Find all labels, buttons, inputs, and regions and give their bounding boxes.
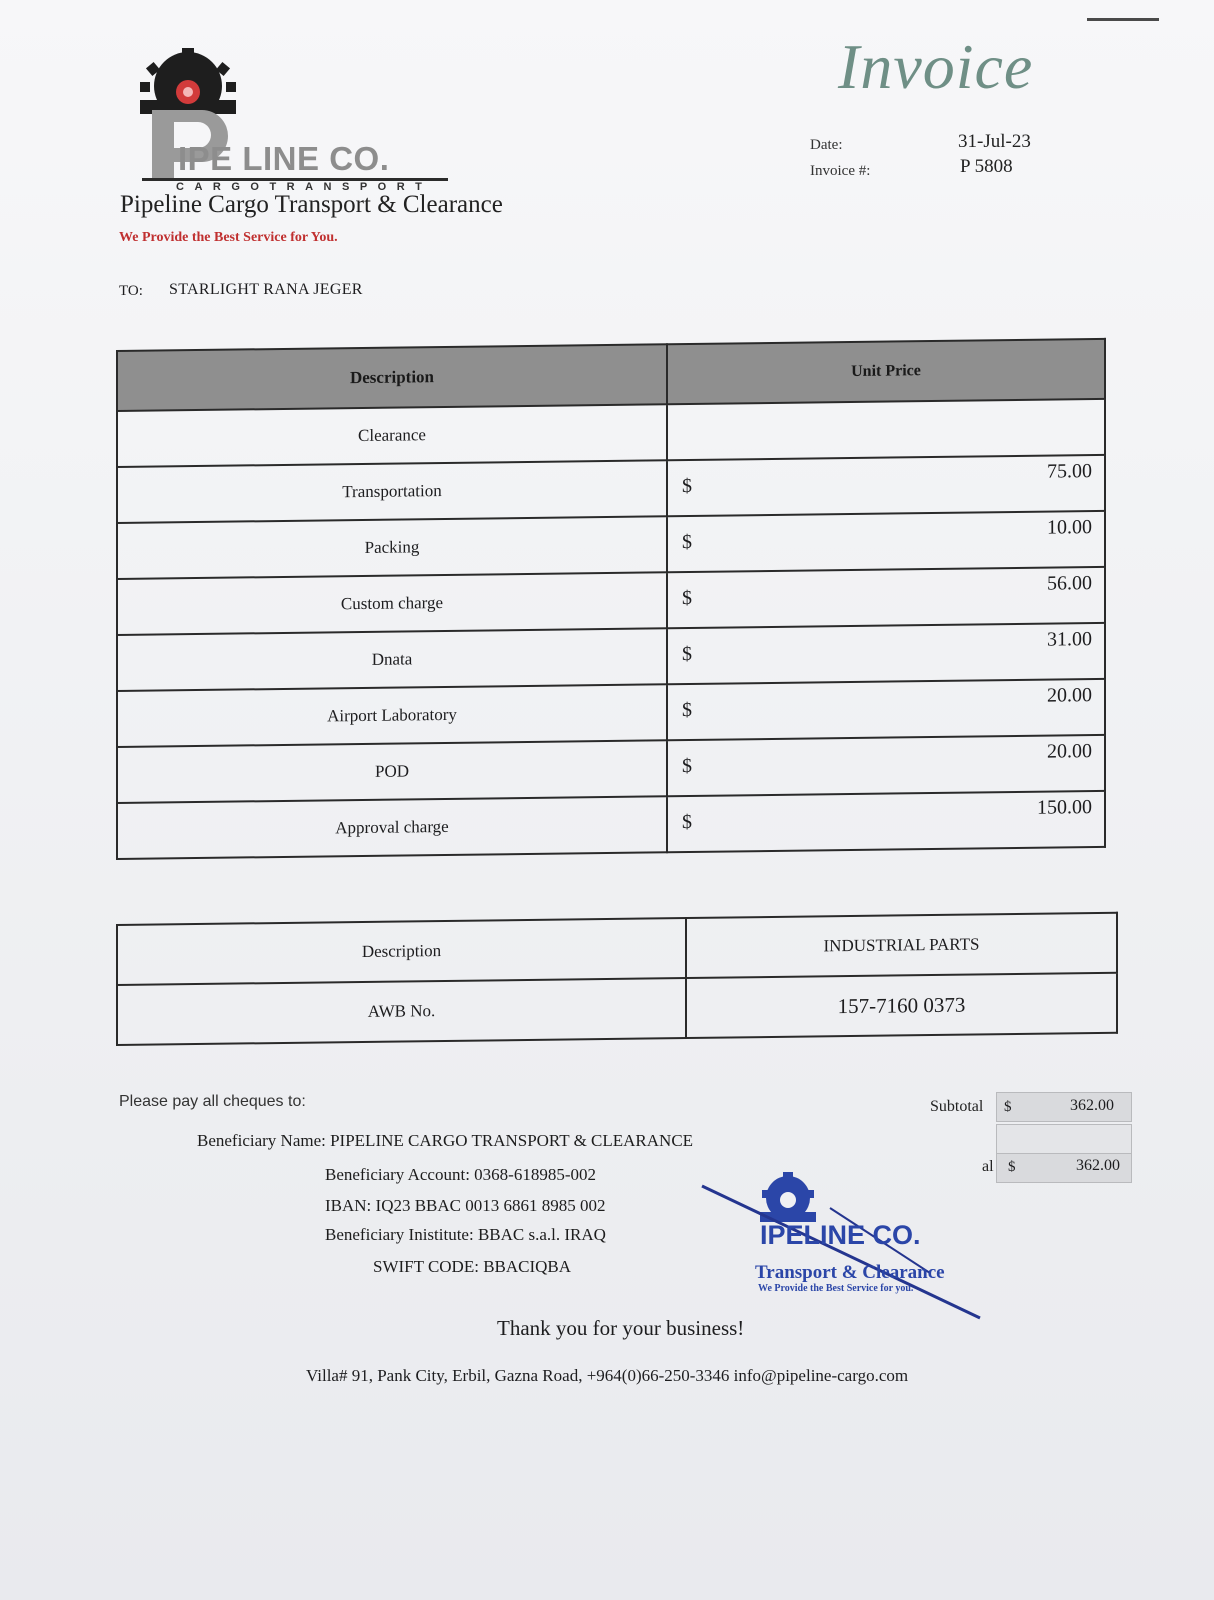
total-value: 362.00: [1076, 1157, 1120, 1174]
item-amount: 20.00: [1047, 740, 1092, 763]
beneficiary-institute: Beneficiary Inistitute: BBAC s.a.l. IRAQ: [325, 1225, 606, 1244]
item-price-cell: [667, 399, 1105, 460]
table-row: [117, 973, 1117, 1045]
invoice-number-value: P 5808: [960, 156, 1013, 177]
item-currency: $: [682, 474, 692, 498]
company-stamp: [700, 1168, 990, 1328]
recipient-name: STARLIGHT RANA JEGER: [169, 281, 363, 298]
header-unit-price: Unit Price: [667, 339, 1105, 404]
awb-value: 157-7160 0373: [686, 973, 1117, 1038]
item-description: POD: [117, 740, 667, 803]
item-description: Approval charge: [117, 796, 667, 859]
item-price-cell: [667, 511, 1105, 572]
stamp-tagline: We Provide the Best Service for you.: [758, 1283, 914, 1294]
item-description: Custom charge: [117, 572, 667, 635]
table-row: [117, 791, 1105, 859]
awb-label: AWB No.: [117, 978, 686, 1045]
stamp-title: Transport & Clearance: [755, 1262, 945, 1283]
date-label: Date:: [810, 137, 843, 153]
item-description: Clearance: [117, 404, 667, 467]
stamp-wordmark: IPELINE CO.: [760, 1220, 921, 1250]
company-logo: [138, 48, 468, 193]
shipment-description-value: INDUSTRIAL PARTS: [686, 913, 1117, 978]
header-description: Description: [117, 344, 667, 411]
subtotal-value: 362.00: [1070, 1097, 1114, 1114]
logo-subtitle: CARGOTRANSPORT: [176, 181, 433, 193]
item-price-cell: [667, 623, 1105, 684]
item-price-cell: [667, 791, 1105, 852]
item-amount: 31.00: [1047, 628, 1092, 651]
shipment-table: [116, 912, 1118, 1046]
item-currency: $: [682, 810, 692, 834]
item-price-cell: [667, 455, 1105, 516]
items-table: [116, 338, 1106, 860]
date-value: 31-Jul-23: [958, 131, 1031, 152]
item-amount: 10.00: [1047, 516, 1092, 539]
beneficiary-account: Beneficiary Account: 0368-618985-002: [325, 1165, 596, 1184]
beneficiary-name: Beneficiary Name: PIPELINE CARGO TRANSPORT & CLEARANCE: [197, 1131, 694, 1150]
payment-instruction: Please pay all cheques to:: [119, 1093, 306, 1110]
invoice-number-label: Invoice #:: [810, 163, 871, 179]
total-label: al: [982, 1158, 994, 1175]
item-price-cell: [667, 679, 1105, 740]
item-currency: $: [682, 530, 692, 554]
item-description: Transportation: [117, 460, 667, 523]
item-currency: $: [682, 754, 692, 778]
item-description: Packing: [117, 516, 667, 579]
swift-code: SWIFT CODE: BBACIQBA: [373, 1257, 572, 1276]
shipment-description-label: Description: [117, 918, 686, 985]
item-currency: $: [682, 642, 692, 666]
thank-you-note: Thank you for your business!: [497, 1316, 745, 1340]
item-amount: 56.00: [1047, 572, 1092, 595]
item-price-cell: [667, 567, 1105, 628]
item-amount: 20.00: [1047, 684, 1092, 707]
item-description: Airport Laboratory: [117, 684, 667, 747]
logo-wordmark: IPE LINE CO.: [178, 140, 390, 177]
to-label: TO:: [119, 283, 143, 299]
total-currency: $: [1008, 1159, 1016, 1175]
company-name: Pipeline Cargo Transport & Clearance: [120, 191, 503, 218]
item-price-cell: [667, 735, 1105, 796]
item-amount: 150.00: [1037, 796, 1092, 819]
company-tagline: We Provide the Best Service for You.: [119, 230, 338, 245]
item-description: Dnata: [117, 628, 667, 691]
blank-total-box: [996, 1124, 1132, 1154]
item-currency: $: [682, 586, 692, 610]
top-rule: [1087, 18, 1159, 21]
subtotal-label: Subtotal: [930, 1098, 984, 1115]
item-currency: $: [682, 698, 692, 722]
invoice-title: Invoice: [838, 31, 1034, 102]
footer-address: Villa# 91, Pank City, Erbil, Gazna Road, +964(0)66-250-3346 info@pipeline-cargo.com: [306, 1366, 909, 1385]
iban: IBAN: IQ23 BBAC 0013 6861 8985 002: [325, 1196, 606, 1215]
subtotal-currency: $: [1004, 1099, 1012, 1115]
item-amount: 75.00: [1047, 460, 1092, 483]
